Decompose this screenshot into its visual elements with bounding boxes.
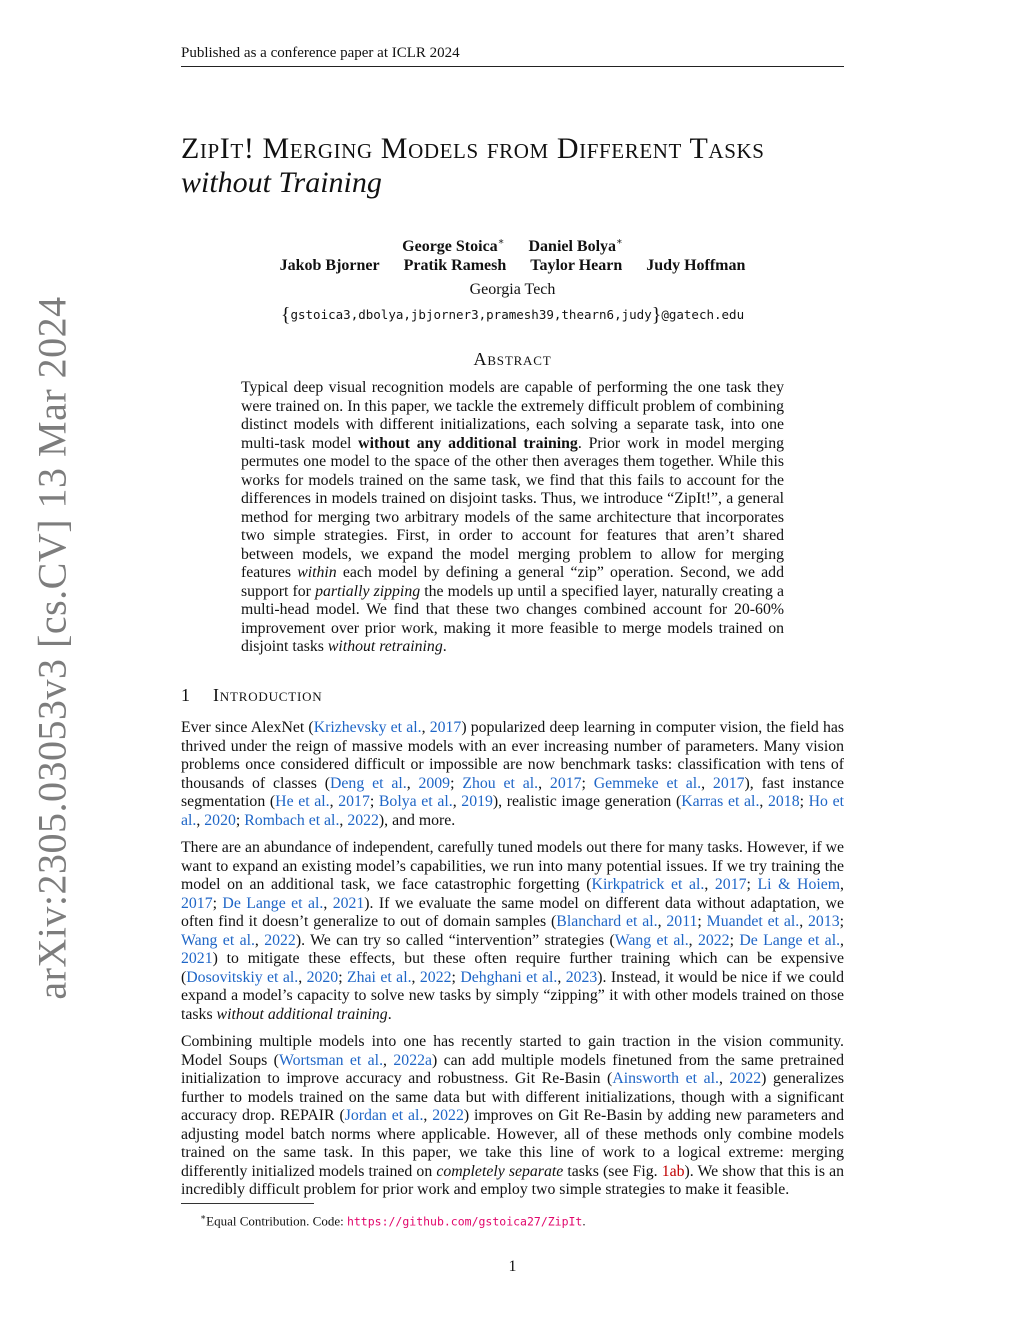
text-run: , [298,968,307,986]
author-name: Taylor Hearn [530,257,623,275]
citation-link[interactable]: Ho et al. [181,793,844,829]
text-run: without additional training [216,1005,388,1023]
citation-link[interactable]: 2020 [306,968,339,986]
author-name: Pratik Ramesh [403,257,507,275]
citation-link[interactable]: 2017 [181,894,213,912]
text-run: , [657,913,667,930]
text-run: , [329,793,339,810]
citation-link[interactable]: Wang et al. [181,931,255,949]
text-run: ; [338,968,347,986]
text-run: , [339,811,348,829]
text-run: , [406,774,419,792]
citation-link[interactable]: 2018 [768,793,800,810]
citation-link[interactable]: Ainsworth et al. [612,1070,719,1087]
text-run: , [718,1070,730,1087]
citation-link[interactable]: 2017 [429,719,462,736]
citation-link[interactable]: 2023 [565,968,598,986]
text-run: ) popularized deep learning in computer vision, the field has thrived under the reign of massive models with an ever increasing number of parameters. Many vision problems once considered difficult or impossible are now benchmark tasks: classification with tens of thousands of classes ( [181,719,845,792]
citation-link[interactable]: Zhou et al. [462,774,539,792]
text-run: , [688,931,698,949]
body-paragraph [181,1033,844,1200]
running-header: Published as a conference paper at ICLR 2024 [181,44,844,67]
body-paragraph [181,719,844,830]
text-run: , [411,968,420,986]
section-number: 1 [181,685,190,705]
text-run: completely separate [436,1162,564,1180]
author-emails: {gstoica3,dbolya,jbjorner3,pramesh39,thearn6,judy}@gatech.edu [280,304,745,327]
text-run: . [387,1005,392,1023]
text-run: , [196,811,205,829]
text-run: ; [839,913,844,930]
citation-link[interactable]: 2013 [808,913,840,930]
text-run: ; [212,894,223,912]
text-run: ). We can try so called “intervention” strategies ( [295,931,615,949]
author-block [181,233,844,325]
text-run: , [704,876,715,893]
affiliation: Georgia Tech [469,281,556,299]
citation-link[interactable]: Muandet et al. [706,913,800,930]
text-run: , [254,931,265,949]
citation-link[interactable]: Gemmeke et al. [593,774,702,792]
introduction-body [181,719,844,1209]
text-run: ; [235,811,245,829]
footnote-rule [181,1203,314,1204]
body-paragraph [181,839,844,1024]
title-line-2: without Training [181,166,382,199]
text-run: ; [369,793,379,810]
author-name: Daniel Bolya∗ [528,237,623,256]
text-run: , [557,968,566,986]
author-name: Judy Hoffman [646,257,746,275]
citation-link[interactable]: Li & Hoiem [757,876,841,893]
text-run: ; [746,876,758,893]
text-run: ) to mitigate these effects, but these often require further training which can be expensive ( [181,950,844,986]
abstract-heading: Abstract [473,349,552,369]
abstract-text: Typical deep visual recognition models are capable of performing the one task they were trained on. In this paper, we tackle the extremely difficult problem of combining distinct models with different initializations, each solving a separate task, into one multi-task model without any additional training. Prior work in model merging permutes one model to the space of the other then averages them together. While this works for models trained on the same task, we find that this fails to account for the differences in models trained on disjoint tasks. Thus, we introduce “ZipIt!”, a general method for merging two arbitrary models of the same architecture that incorporates two simple strategies. First, in order to account for features that aren’t shared between models, we expand the model merging problem to allow for merging features within each model by defining a general “zip” operation. Second, we add support for partially zipping the models up until a specified layer, naturally creating a multi-head model. We find that these two changes combined account for 20-60% improvement over prior work, making it more feasible to merge models trained on disjoint tasks without retraining. [241,379,784,655]
citation-link[interactable]: Deng et al. [330,774,407,792]
citation-link[interactable]: 2022a [393,1051,432,1069]
text-run: ), fast instance segmentation ( [181,774,844,810]
section-title: Introduction [213,685,323,705]
text-run: , [701,774,713,792]
page-number: 1 [508,1258,517,1275]
text-run: tasks (see Fig. [563,1162,662,1180]
text-run: , [383,1051,394,1069]
citation-link[interactable]: Wang et al. [614,931,689,949]
text-run: , [840,931,844,949]
text-run: ). If we evaluate the same model on different data without adaptation, we often find it doesn’t generalize to out of domain samples ( [181,894,844,930]
footnote: ∗Equal Contribution. Code: https://github.com/gstoica27/ZipIt. [200,1212,586,1229]
paper-title [181,132,851,200]
citation-link[interactable]: Rombach et al. [244,811,340,829]
text-run: , [323,894,333,912]
citation-link[interactable]: Karras et al. [681,793,760,810]
citation-link[interactable]: Wortsman et al. [278,1051,384,1069]
citation-link[interactable]: 2022 [729,1070,762,1087]
section-heading-introduction [181,685,844,706]
text-run: , [799,913,809,930]
citation-link[interactable]: Blanchard et al. [556,913,658,930]
arxiv-identifier: arXiv:2305.03053v3 [cs.CV] 13 Mar 2024 [29,296,75,1000]
text-run: ), realistic image generation ( [492,793,682,810]
author-row-2 [181,256,844,275]
citation-link[interactable]: Zhai et al. [347,968,412,986]
text-run: ). Instead, it would be nice if we could expand a model’s capacity to solve new tasks by simply “zipping” it with other models trained on those tasks [181,968,845,1023]
citation-link[interactable]: 2017 [714,876,747,893]
text-run: Combining multiple models into one has recently started to gain traction in the vision community. Model Soups ( [181,1033,844,1069]
text-run: ). We show that this is an incredibly difficult problem for prior work and employ two simple strategies to make it feasible. [181,1162,844,1198]
citation-link[interactable]: 2017 [712,774,745,792]
text-run: ; [729,931,740,949]
text-run: ), and more. [378,811,456,829]
citation-link[interactable]: 2022 [419,968,452,986]
text-run: There are an abundance of independent, carefully tuned models out there for many tasks. However, if we want to expand an existing model’s capabilities, we run into many potential issues. If we try training the model on an additional task, we face catastrophic forgetting ( [181,839,845,893]
author-row-1 [181,233,844,256]
citation-link[interactable]: 2021 [181,950,213,967]
citation-link[interactable]: Kirkpatrick et al. [591,876,705,893]
citation-link[interactable]: 2020 [204,811,236,829]
citation-link[interactable]: 2017 [338,793,370,810]
citation-link[interactable]: 2022 [432,1107,464,1124]
author-name: George Stoica∗ [402,237,505,256]
text-run: , [423,1107,433,1124]
citation-link[interactable]: 2017 [549,774,582,792]
text-run: ; [450,774,463,792]
citation-link[interactable]: Dosovitskiy et al. [186,968,299,986]
text-run: , [759,793,768,810]
citation-link[interactable]: 2009 [418,774,451,792]
citation-link[interactable]: De Lange et al. [739,931,841,949]
text-run: , [840,876,844,893]
text-run: ) can add multiple models finetuned from the same pretrained initialization to improve accuracy and robustness. Git Re-Basin ( [181,1051,845,1087]
text-run: ; [581,774,594,792]
text-run: , [538,774,550,792]
citation-link[interactable]: 2011 [666,913,698,930]
citation-link[interactable]: 2022 [347,811,379,829]
citation-link[interactable]: Dehghani et al. [460,968,558,986]
citation-link[interactable]: He et al. [275,793,330,810]
citation-link[interactable]: 2019 [461,793,493,810]
citation-link[interactable]: 2022 [264,931,296,949]
text-run: , [452,793,462,810]
text-run: Ever since AlexNet ( [181,719,314,736]
text-run: ; [451,968,461,986]
figure-reference-link[interactable]: 1ab [661,1162,685,1180]
code-link[interactable]: https://github.com/gstoica27/ZipIt [346,1214,583,1229]
citation-link[interactable]: De Lange et al. [222,894,324,912]
citation-link[interactable]: 2021 [332,894,365,912]
text-run: ) generalizes further to models trained on the same data but with different initializations, though with a significant accuracy drop. REPAIR ( [181,1070,845,1124]
text-run: ; [799,793,809,810]
text-run: ) improves on Git Re-Basin by adding new parameters and adjusting model batch norms where applicable. However, all of these methods only combine models trained on the same task. In this paper, we take this line of work to a logical extreme: merging differently initialized models trained on [181,1107,844,1180]
citation-link[interactable]: Bolya et al. [378,793,453,810]
text-run: ; [697,913,707,930]
author-name: Jakob Bjorner [279,257,380,275]
citation-link[interactable]: 2022 [697,931,730,949]
title-line-1: ZipIt! Merging Models from Different Tasks [181,132,765,165]
text-run: , [421,719,430,736]
citation-link[interactable]: Krizhevsky et al. [313,719,422,736]
citation-link[interactable]: Jordan et al. [344,1107,424,1124]
